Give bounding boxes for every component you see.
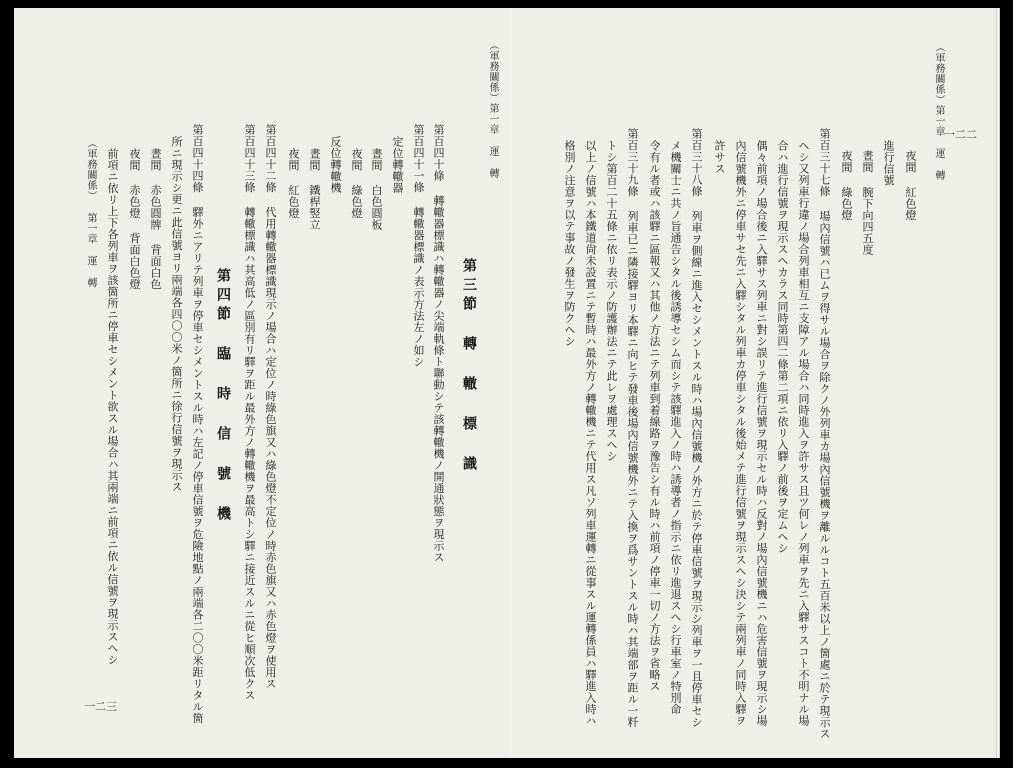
right-page [512,8,996,758]
article-137-cont: 許サス [713,140,726,175]
section-title: 第三節 轉 轍 標 識 [461,258,477,475]
article-137-cont: 合ハ進行信號ヲ現示スヘカラス同時第四二條第二項ニ依リ入驛ノ前後ヲ定ムヘシ [776,140,789,554]
page-footer: （軍務關係） 第一章 運 轉 [85,138,96,288]
article-141: 第百四十一條 轉轍器標識ノ表示方法左ノ如シ [412,124,425,368]
page-number: 一二三 [84,700,117,713]
article-143: 第百四十三條 轉轍標識ハ其高低ノ區別有リ驛ヲ距ル最外方ノ轉轍機ヲ最高トシ驛ニ接近スルニ從ヒ順次低クス [243,124,256,701]
signal-night: 夜間 赤色燈 背面白色燈 [128,148,141,290]
article-139-cont: トシ第百二十五條ニ依リ表示ノ防護辦法ニテ此レヲ處理スヘシ [605,140,618,462]
article-139-cont: 格別ノ注意ヲ以テ事故ノ發生ヲ防クヘシ [563,140,576,347]
article-144: 第百四十四條 驛外ニアリテ列車ヲ停車セシメントスル時ハ左記ノ停車信號ヲ危險地點ノ兩端各二〇〇米距リタル箇 [191,124,204,724]
article-137-cont: 內信號機外ニ停車サセ先ニ入驛シタル列車カ停車シタル後始メテ進行信號ヲ現示スヘシ決シテ兩列車ノ同時入驛ヲ [734,140,747,727]
article-137-cont: ヘシ又列車行違ノ場合列車相互ニ支障アル場合ハ同時進入ヲ許サス且ツ何レノ列車ヲ先ニ入驛サスコト不明ナル場 [797,140,810,727]
page-header: （軍務關係）第一章 運 轉 [933,42,944,181]
page-number: 一二二 [944,128,977,141]
proceed-signal-day: 晝間 腕下向四五度 [861,150,874,256]
page-header: （軍務關係）第一章 運 轉 [487,40,498,179]
article-139: 第百三十九條 列車已ニ隣接驛ヨリ本驛ニ向ヒテ發車後場內信號機外ニテ入換ヲ爲サントスル時ハ其端部ヲ距ル一粁 [626,128,639,728]
article-145: 前項ニ依リ上下各列車ヲ該箇所ニ停車セシメント欲スル場合ハ其兩端ニ前項ニ依ル信號ヲ現示スヘシ [106,148,119,666]
signal-day: 晝間 赤色圓牌 背面白色 [149,148,162,290]
night-red-lamp: 夜間 紅色燈 [904,150,917,221]
section-title: 第四節 臨 時 信 號 機 [215,268,231,525]
left-page [14,8,510,758]
reverse-switch-night: 夜間 紅色燈 [287,148,300,219]
article-138-cont: メ機關士ニ共ノ旨通告シタル後誘導セシム而シテ該驛進入ノ時ハ誘導者ノ指示ニ依リ進退スヘシ行車室ノ特別命 [669,140,682,715]
article-137: 第百三十七條 場內信號ハ已ムヲ得サル場合ヲ除クノ外列車カ場內信號機ヲ離ルルコト五百米以上ノ箇處ニ於テ現示ス [818,128,831,740]
article-138-cont: 令有ル者或ハ該驛ニ區報又ハ其他ノ方法ニテ列車到着線路ヲ豫告シ有ル時ハ前項ノ停車一切ノ方法ヲ省略ス [648,140,661,692]
article-140: 第百四十條 轉轍器標識ハ轉轍器ノ尖端軌條ト聯動シテ該轉轍機ノ開通狀態ヲ現示ス [432,124,445,563]
proceed-signal-label: 進行信號 [882,140,895,186]
fixed-switch-night: 夜間 綠色燈 [350,148,363,219]
article-138: 第百三十八條 列車ヲ側線ニ進入セシメントスル時ハ場內信號機ノ外方ニ於テ停車信號ヲ現示シ列車ヲ一且停車セシ [690,128,703,728]
article-144-cont: 所ニ現示シ更ニ此信號ヨリ兩端各四〇〇米ノ箇所ニ徐行信號ヲ現示ス [170,136,183,493]
article-142: 第百四十二條 代用轉轍器標識現示ノ場合ハ定位ノ時綠色旗又ハ綠色燈不定位ノ時赤色旗又ハ赤色燈ヲ使用ス [264,124,277,690]
reverse-switch-day: 晝間 鐵桿竪立 [308,148,321,231]
article-139-cont: 以上ノ信號ハ本鐵道尙未設置ニテ暫時ハ最外方ノ轉轍機ニテ代用ス凡ソ列車運轉ニ從事スル運轉係員ハ驛進入時ハ [584,140,597,727]
proceed-signal-night: 夜間 綠色燈 [840,150,853,221]
article-137-cont: 偶々前項ノ場合後ニ入驛サス列車ニ對シ誤リテ進行信號ヲ現示セル時ハ反對ノ場內信號機ニハ危害信號ヲ現示シ場 [755,140,768,727]
fixed-switch-label: 定位轉轍器 [391,136,404,194]
reverse-switch-label: 反位轉轍機 [329,136,342,194]
fixed-switch-day: 晝間 白色圓板 [370,148,383,231]
